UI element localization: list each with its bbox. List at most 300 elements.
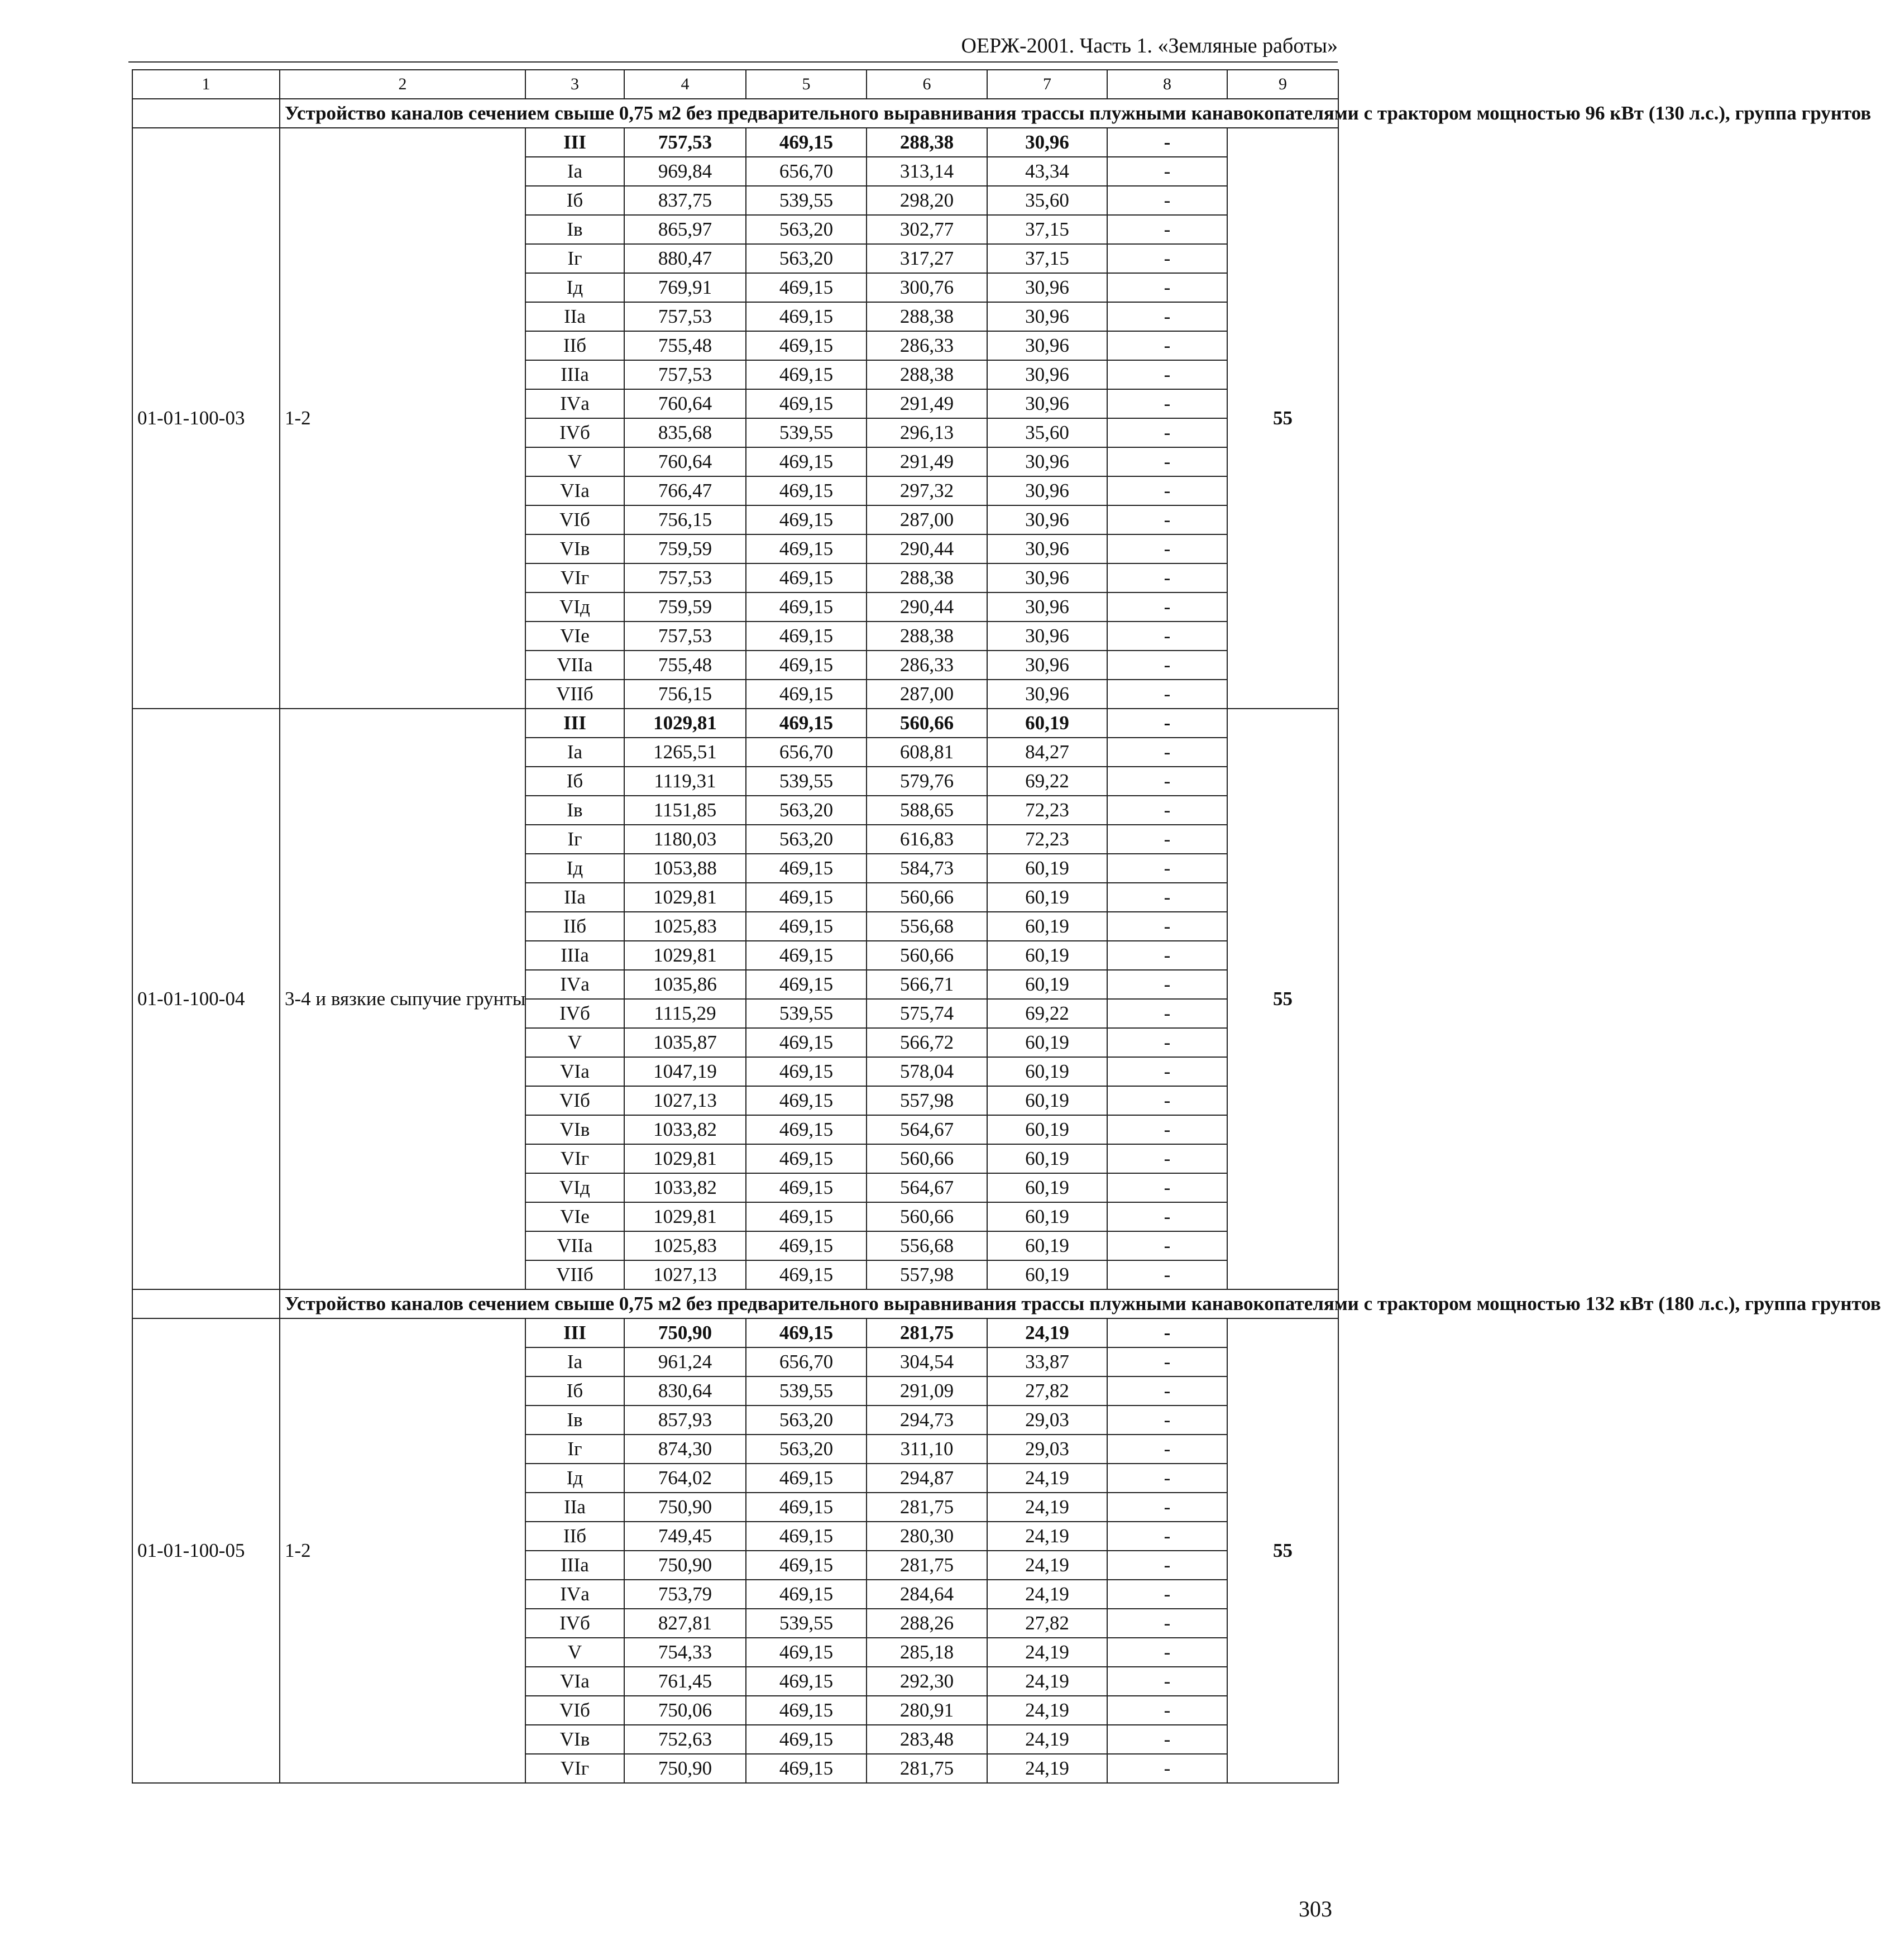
machine-cost: 560,66 bbox=[867, 709, 987, 738]
material-cost: - bbox=[1107, 999, 1227, 1028]
total-cost: 1053,88 bbox=[624, 854, 746, 883]
section-header-row bbox=[132, 99, 1338, 128]
machinist-wage: 60,19 bbox=[987, 709, 1107, 738]
material-cost: - bbox=[1107, 302, 1227, 331]
labor-cost: 469,15 bbox=[746, 1696, 867, 1725]
total-cost: 757,53 bbox=[624, 360, 746, 389]
labor-cost: 469,15 bbox=[746, 941, 867, 970]
machinist-wage: 69,22 bbox=[987, 999, 1107, 1028]
machinist-wage: 43,34 bbox=[987, 157, 1107, 186]
region-category: VIа bbox=[525, 476, 624, 505]
total-cost: 757,53 bbox=[624, 302, 746, 331]
machine-cost: 311,10 bbox=[867, 1435, 987, 1464]
material-cost: - bbox=[1107, 1057, 1227, 1086]
machine-cost: 313,14 bbox=[867, 157, 987, 186]
machine-cost: 281,75 bbox=[867, 1551, 987, 1580]
total-cost: 755,48 bbox=[624, 331, 746, 360]
column-number: 7 bbox=[987, 70, 1107, 99]
machinist-wage: 35,60 bbox=[987, 418, 1107, 447]
total-cost: 755,48 bbox=[624, 651, 746, 680]
region-category: V bbox=[525, 1028, 624, 1057]
column-number-row bbox=[132, 70, 1338, 99]
machinist-wage: 24,19 bbox=[987, 1754, 1107, 1783]
labor-cost: 469,15 bbox=[746, 1725, 867, 1754]
soil-group: 1-2 bbox=[280, 1318, 525, 1783]
material-cost: - bbox=[1107, 1522, 1227, 1551]
material-cost: - bbox=[1107, 825, 1227, 854]
labor-cost: 563,20 bbox=[746, 825, 867, 854]
machine-cost: 280,91 bbox=[867, 1696, 987, 1725]
machine-cost: 281,75 bbox=[867, 1754, 987, 1783]
region-category: Iв bbox=[525, 215, 624, 244]
region-category: Iг bbox=[525, 244, 624, 273]
labor-cost: 469,15 bbox=[746, 622, 867, 651]
machinist-wage: 24,19 bbox=[987, 1318, 1107, 1347]
machinist-wage: 29,03 bbox=[987, 1435, 1107, 1464]
column-number: 3 bbox=[525, 70, 624, 99]
labor-cost: 469,15 bbox=[746, 1231, 867, 1260]
machine-cost: 288,38 bbox=[867, 360, 987, 389]
machine-cost: 290,44 bbox=[867, 534, 987, 563]
machine-cost: 286,33 bbox=[867, 651, 987, 680]
machinist-wage: 30,96 bbox=[987, 302, 1107, 331]
total-cost: 1025,83 bbox=[624, 912, 746, 941]
machine-cost: 281,75 bbox=[867, 1493, 987, 1522]
machinist-wage: 37,15 bbox=[987, 244, 1107, 273]
region-category: IIб bbox=[525, 1522, 624, 1551]
material-cost: - bbox=[1107, 1318, 1227, 1347]
total-cost: 1265,51 bbox=[624, 738, 746, 767]
machinist-wage: 30,96 bbox=[987, 447, 1107, 476]
machinist-wage: 60,19 bbox=[987, 1028, 1107, 1057]
region-category: V bbox=[525, 447, 624, 476]
rate-code: 01-01-100-05 bbox=[132, 1318, 280, 1783]
machinist-wage: 30,96 bbox=[987, 331, 1107, 360]
machine-cost: 608,81 bbox=[867, 738, 987, 767]
region-category: Iг bbox=[525, 1435, 624, 1464]
machine-cost: 566,72 bbox=[867, 1028, 987, 1057]
material-cost: - bbox=[1107, 447, 1227, 476]
labor-cost: 469,15 bbox=[746, 1522, 867, 1551]
region-category: VIIа bbox=[525, 1231, 624, 1260]
machine-cost: 288,38 bbox=[867, 563, 987, 592]
total-cost: 837,75 bbox=[624, 186, 746, 215]
labor-cost: 563,20 bbox=[746, 1435, 867, 1464]
column-number: 4 bbox=[624, 70, 746, 99]
material-cost: - bbox=[1107, 1754, 1227, 1783]
region-category: Iв bbox=[525, 796, 624, 825]
total-cost: 760,64 bbox=[624, 447, 746, 476]
total-cost: 969,84 bbox=[624, 157, 746, 186]
table-row bbox=[132, 709, 1338, 738]
total-cost: 1047,19 bbox=[624, 1057, 746, 1086]
machinist-wage: 29,03 bbox=[987, 1406, 1107, 1435]
machine-cost: 288,26 bbox=[867, 1609, 987, 1638]
material-cost: - bbox=[1107, 1347, 1227, 1376]
region-category: Iа bbox=[525, 157, 624, 186]
total-cost: 1035,86 bbox=[624, 970, 746, 999]
material-cost: - bbox=[1107, 796, 1227, 825]
machinist-wage: 60,19 bbox=[987, 1173, 1107, 1202]
material-cost: - bbox=[1107, 273, 1227, 302]
machine-cost: 304,54 bbox=[867, 1347, 987, 1376]
region-category: IIб bbox=[525, 331, 624, 360]
region-category: VIIб bbox=[525, 1260, 624, 1289]
labor-cost: 469,15 bbox=[746, 1493, 867, 1522]
machine-cost: 297,32 bbox=[867, 476, 987, 505]
region-category: Iб bbox=[525, 1376, 624, 1406]
total-cost: 1029,81 bbox=[624, 883, 746, 912]
material-cost: - bbox=[1107, 186, 1227, 215]
table-body bbox=[132, 70, 1881, 1783]
machine-cost: 298,20 bbox=[867, 186, 987, 215]
total-cost: 1029,81 bbox=[624, 1202, 746, 1231]
labor-cost: 563,20 bbox=[746, 215, 867, 244]
labor-cost: 656,70 bbox=[746, 738, 867, 767]
total-cost: 750,90 bbox=[624, 1493, 746, 1522]
machinist-wage: 84,27 bbox=[987, 738, 1107, 767]
total-cost: 1025,83 bbox=[624, 1231, 746, 1260]
labor-cost: 469,15 bbox=[746, 563, 867, 592]
labor-cost: 469,15 bbox=[746, 505, 867, 534]
material-cost: - bbox=[1107, 651, 1227, 680]
material-cost: - bbox=[1107, 1609, 1227, 1638]
region-category: VIе bbox=[525, 1202, 624, 1231]
machinist-wage: 30,96 bbox=[987, 622, 1107, 651]
labor-cost: 469,15 bbox=[746, 1638, 867, 1667]
header-rule bbox=[128, 61, 1338, 63]
labor-cost: 563,20 bbox=[746, 1406, 867, 1435]
machinist-wage: 72,23 bbox=[987, 796, 1107, 825]
region-category: VIIб bbox=[525, 680, 624, 709]
machine-cost: 288,38 bbox=[867, 622, 987, 651]
labor-cost: 469,15 bbox=[746, 389, 867, 418]
machine-cost: 286,33 bbox=[867, 331, 987, 360]
labor-cost: 656,70 bbox=[746, 157, 867, 186]
machine-cost: 294,73 bbox=[867, 1406, 987, 1435]
machine-cost: 294,87 bbox=[867, 1464, 987, 1493]
machine-cost: 579,76 bbox=[867, 767, 987, 796]
material-cost: - bbox=[1107, 1086, 1227, 1115]
region-category: VIг bbox=[525, 1754, 624, 1783]
table-row bbox=[132, 1318, 1338, 1347]
total-cost: 753,79 bbox=[624, 1580, 746, 1609]
labor-cost: 539,55 bbox=[746, 767, 867, 796]
machine-cost: 288,38 bbox=[867, 302, 987, 331]
machinist-wage: 72,23 bbox=[987, 825, 1107, 854]
machine-cost: 283,48 bbox=[867, 1725, 987, 1754]
region-category: IVб bbox=[525, 999, 624, 1028]
rates-table bbox=[132, 69, 1881, 1784]
region-category: VIа bbox=[525, 1667, 624, 1696]
machine-cost: 291,49 bbox=[867, 389, 987, 418]
material-cost: - bbox=[1107, 1260, 1227, 1289]
labor-cost: 539,55 bbox=[746, 1376, 867, 1406]
machine-cost: 302,77 bbox=[867, 215, 987, 244]
material-cost: - bbox=[1107, 360, 1227, 389]
total-cost: 759,59 bbox=[624, 592, 746, 622]
total-cost: 1151,85 bbox=[624, 796, 746, 825]
machinist-wage: 60,19 bbox=[987, 1057, 1107, 1086]
labor-cost: 469,15 bbox=[746, 1057, 867, 1086]
material-cost: - bbox=[1107, 1667, 1227, 1696]
labor-cost: 539,55 bbox=[746, 1609, 867, 1638]
machine-cost: 564,67 bbox=[867, 1115, 987, 1144]
machinist-wage: 24,19 bbox=[987, 1725, 1107, 1754]
labor-cost: 539,55 bbox=[746, 418, 867, 447]
material-cost: - bbox=[1107, 563, 1227, 592]
rate-code: 01-01-100-04 bbox=[132, 709, 280, 1289]
labor-cost: 469,15 bbox=[746, 273, 867, 302]
labor-cost: 469,15 bbox=[746, 1464, 867, 1493]
material-cost: - bbox=[1107, 1376, 1227, 1406]
labor-cost: 469,15 bbox=[746, 651, 867, 680]
labor-cost: 469,15 bbox=[746, 534, 867, 563]
material-cost: - bbox=[1107, 622, 1227, 651]
total-cost: 874,30 bbox=[624, 1435, 746, 1464]
machine-cost: 290,44 bbox=[867, 592, 987, 622]
table-row bbox=[132, 128, 1338, 157]
machine-cost: 288,38 bbox=[867, 128, 987, 157]
column-number: 8 bbox=[1107, 70, 1227, 99]
machinist-wage: 24,19 bbox=[987, 1464, 1107, 1493]
labor-cost: 469,15 bbox=[746, 476, 867, 505]
labor-cost: 469,15 bbox=[746, 1754, 867, 1783]
total-cost: 1035,87 bbox=[624, 1028, 746, 1057]
region-category: Iд bbox=[525, 1464, 624, 1493]
region-category: VIа bbox=[525, 1057, 624, 1086]
region-category: Iа bbox=[525, 738, 624, 767]
region-category: VIв bbox=[525, 1725, 624, 1754]
total-cost: 769,91 bbox=[624, 273, 746, 302]
labor-hours: 55 bbox=[1227, 128, 1338, 709]
machinist-wage: 24,19 bbox=[987, 1696, 1107, 1725]
material-cost: - bbox=[1107, 970, 1227, 999]
total-cost: 880,47 bbox=[624, 244, 746, 273]
material-cost: - bbox=[1107, 1406, 1227, 1435]
column-number: 1 bbox=[132, 70, 280, 99]
machinist-wage: 30,96 bbox=[987, 505, 1107, 534]
total-cost: 865,97 bbox=[624, 215, 746, 244]
machinist-wage: 35,60 bbox=[987, 186, 1107, 215]
region-category: Iб bbox=[525, 186, 624, 215]
column-number: 6 bbox=[867, 70, 987, 99]
material-cost: - bbox=[1107, 1231, 1227, 1260]
region-category: III bbox=[525, 1318, 624, 1347]
total-cost: 764,02 bbox=[624, 1464, 746, 1493]
machine-cost: 291,09 bbox=[867, 1376, 987, 1406]
labor-cost: 469,15 bbox=[746, 709, 867, 738]
region-category: IIа bbox=[525, 1493, 624, 1522]
labor-cost: 469,15 bbox=[746, 912, 867, 941]
region-category: Iа bbox=[525, 1347, 624, 1376]
machine-cost: 556,68 bbox=[867, 1231, 987, 1260]
region-category: VIб bbox=[525, 1086, 624, 1115]
labor-cost: 469,15 bbox=[746, 1551, 867, 1580]
section-title: Устройство каналов сечением свыше 0,75 м2 без предварительного выравнивания трассы плужными канавокопателями с трактором мощностью 132 кВт (180 л.с.), группа грунтов bbox=[280, 1289, 1338, 1318]
machinist-wage: 24,19 bbox=[987, 1522, 1107, 1551]
material-cost: - bbox=[1107, 1202, 1227, 1231]
region-category: III bbox=[525, 709, 624, 738]
machinist-wage: 30,96 bbox=[987, 680, 1107, 709]
labor-cost: 469,15 bbox=[746, 1144, 867, 1173]
machinist-wage: 24,19 bbox=[987, 1551, 1107, 1580]
machine-cost: 557,98 bbox=[867, 1086, 987, 1115]
machinist-wage: 60,19 bbox=[987, 1231, 1107, 1260]
machinist-wage: 24,19 bbox=[987, 1493, 1107, 1522]
region-category: VIе bbox=[525, 622, 624, 651]
labor-cost: 469,15 bbox=[746, 1086, 867, 1115]
material-cost: - bbox=[1107, 1580, 1227, 1609]
total-cost: 1029,81 bbox=[624, 709, 746, 738]
region-category: IIа bbox=[525, 883, 624, 912]
total-cost: 1115,29 bbox=[624, 999, 746, 1028]
labor-cost: 469,15 bbox=[746, 302, 867, 331]
machinist-wage: 30,96 bbox=[987, 128, 1107, 157]
region-category: Iб bbox=[525, 767, 624, 796]
machinist-wage: 30,96 bbox=[987, 534, 1107, 563]
total-cost: 749,45 bbox=[624, 1522, 746, 1551]
material-cost: - bbox=[1107, 709, 1227, 738]
material-cost: - bbox=[1107, 418, 1227, 447]
labor-hours: 55 bbox=[1227, 1318, 1338, 1783]
machinist-wage: 60,19 bbox=[987, 883, 1107, 912]
machine-cost: 564,67 bbox=[867, 1173, 987, 1202]
region-category: IVа bbox=[525, 970, 624, 999]
machine-cost: 557,98 bbox=[867, 1260, 987, 1289]
material-cost: - bbox=[1107, 767, 1227, 796]
material-cost: - bbox=[1107, 505, 1227, 534]
machinist-wage: 60,19 bbox=[987, 1115, 1107, 1144]
labor-cost: 469,15 bbox=[746, 1202, 867, 1231]
material-cost: - bbox=[1107, 1638, 1227, 1667]
machine-cost: 287,00 bbox=[867, 680, 987, 709]
labor-cost: 469,15 bbox=[746, 360, 867, 389]
region-category: VIд bbox=[525, 592, 624, 622]
machinist-wage: 27,82 bbox=[987, 1609, 1107, 1638]
machinist-wage: 60,19 bbox=[987, 1144, 1107, 1173]
machinist-wage: 30,96 bbox=[987, 651, 1107, 680]
machine-cost: 300,76 bbox=[867, 273, 987, 302]
material-cost: - bbox=[1107, 1435, 1227, 1464]
material-cost: - bbox=[1107, 1028, 1227, 1057]
material-cost: - bbox=[1107, 912, 1227, 941]
machine-cost: 317,27 bbox=[867, 244, 987, 273]
material-cost: - bbox=[1107, 215, 1227, 244]
total-cost: 761,45 bbox=[624, 1667, 746, 1696]
material-cost: - bbox=[1107, 883, 1227, 912]
region-category: VIв bbox=[525, 1115, 624, 1144]
total-cost: 857,93 bbox=[624, 1406, 746, 1435]
labor-cost: 469,15 bbox=[746, 1318, 867, 1347]
region-category: Iг bbox=[525, 825, 624, 854]
labor-cost: 469,15 bbox=[746, 128, 867, 157]
material-cost: - bbox=[1107, 592, 1227, 622]
region-category: Iв bbox=[525, 1406, 624, 1435]
labor-cost: 539,55 bbox=[746, 186, 867, 215]
total-cost: 754,33 bbox=[624, 1638, 746, 1667]
labor-cost: 539,55 bbox=[746, 999, 867, 1028]
total-cost: 752,63 bbox=[624, 1725, 746, 1754]
machinist-wage: 30,96 bbox=[987, 389, 1107, 418]
material-cost: - bbox=[1107, 1144, 1227, 1173]
region-category: VIг bbox=[525, 563, 624, 592]
total-cost: 750,90 bbox=[624, 1318, 746, 1347]
labor-cost: 469,15 bbox=[746, 883, 867, 912]
total-cost: 827,81 bbox=[624, 1609, 746, 1638]
total-cost: 1033,82 bbox=[624, 1173, 746, 1202]
machine-cost: 566,71 bbox=[867, 970, 987, 999]
machine-cost: 292,30 bbox=[867, 1667, 987, 1696]
machine-cost: 560,66 bbox=[867, 883, 987, 912]
labor-cost: 469,15 bbox=[746, 970, 867, 999]
material-cost: - bbox=[1107, 1696, 1227, 1725]
total-cost: 1029,81 bbox=[624, 1144, 746, 1173]
page-header-title: ОЕРЖ-2001. Часть 1. «Земляные работы» bbox=[961, 34, 1338, 58]
machinist-wage: 37,15 bbox=[987, 215, 1107, 244]
column-number: 9 bbox=[1227, 70, 1338, 99]
machinist-wage: 27,82 bbox=[987, 1376, 1107, 1406]
region-category: VIб bbox=[525, 505, 624, 534]
machinist-wage: 60,19 bbox=[987, 941, 1107, 970]
region-category: IVа bbox=[525, 389, 624, 418]
region-category: IVа bbox=[525, 1580, 624, 1609]
labor-cost: 563,20 bbox=[746, 796, 867, 825]
labor-cost: 469,15 bbox=[746, 1580, 867, 1609]
column-number: 5 bbox=[746, 70, 867, 99]
region-category: VIв bbox=[525, 534, 624, 563]
region-category: IIIа bbox=[525, 941, 624, 970]
material-cost: - bbox=[1107, 854, 1227, 883]
labor-cost: 469,15 bbox=[746, 854, 867, 883]
region-category: Iд bbox=[525, 273, 624, 302]
total-cost: 830,64 bbox=[624, 1376, 746, 1406]
total-cost: 756,15 bbox=[624, 505, 746, 534]
machinist-wage: 30,96 bbox=[987, 360, 1107, 389]
region-category: III bbox=[525, 128, 624, 157]
total-cost: 961,24 bbox=[624, 1347, 746, 1376]
material-cost: - bbox=[1107, 1464, 1227, 1493]
machinist-wage: 60,19 bbox=[987, 1086, 1107, 1115]
region-category: IIа bbox=[525, 302, 624, 331]
machine-cost: 284,64 bbox=[867, 1580, 987, 1609]
machine-cost: 556,68 bbox=[867, 912, 987, 941]
labor-cost: 469,15 bbox=[746, 1028, 867, 1057]
material-cost: - bbox=[1107, 738, 1227, 767]
total-cost: 757,53 bbox=[624, 622, 746, 651]
material-cost: - bbox=[1107, 1493, 1227, 1522]
machine-cost: 291,49 bbox=[867, 447, 987, 476]
total-cost: 1033,82 bbox=[624, 1115, 746, 1144]
labor-cost: 469,15 bbox=[746, 680, 867, 709]
material-cost: - bbox=[1107, 1551, 1227, 1580]
total-cost: 750,06 bbox=[624, 1696, 746, 1725]
total-cost: 759,59 bbox=[624, 534, 746, 563]
material-cost: - bbox=[1107, 244, 1227, 273]
region-category: Iд bbox=[525, 854, 624, 883]
machinist-wage: 33,87 bbox=[987, 1347, 1107, 1376]
material-cost: - bbox=[1107, 476, 1227, 505]
region-category: IIб bbox=[525, 912, 624, 941]
section-header-row bbox=[132, 1289, 1338, 1318]
region-category: VIIа bbox=[525, 651, 624, 680]
column-number: 2 bbox=[280, 70, 525, 99]
material-cost: - bbox=[1107, 1725, 1227, 1754]
labor-cost: 469,15 bbox=[746, 447, 867, 476]
region-category: VIб bbox=[525, 1696, 624, 1725]
total-cost: 835,68 bbox=[624, 418, 746, 447]
labor-cost: 469,15 bbox=[746, 331, 867, 360]
